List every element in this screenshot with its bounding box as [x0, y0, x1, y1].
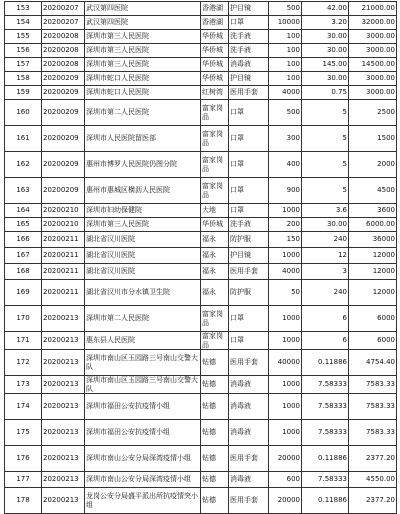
row-unit-price: 30.00 — [302, 30, 349, 44]
row-supplier: 香港湖 — [201, 16, 229, 30]
row-date: 20200213 — [42, 350, 85, 376]
table-row — [5, 30, 397, 44]
row-organization: 惠东县人民医院 — [85, 332, 201, 350]
table-row — [5, 178, 397, 204]
row-organization: 深圳市南山区玉园路三号南山交警大队 — [85, 350, 201, 376]
row-date: 20200207 — [42, 16, 85, 30]
row-date: 20200211 — [42, 232, 85, 248]
row-unit-price: 5 — [302, 100, 349, 126]
row-date: 20200211 — [42, 264, 85, 280]
row-organization: 深圳市蛇口人民医院 — [85, 72, 201, 86]
row-date: 20200209 — [42, 178, 85, 204]
row-amount: 2377.20 — [349, 446, 397, 472]
row-date: 20200213 — [42, 376, 85, 394]
row-supplier: 富家岗品 — [201, 152, 229, 178]
row-quantity: 200 — [269, 218, 302, 232]
row-organization: 深圳市南山公安分局深湾疫情小组 — [85, 472, 201, 488]
table-row — [5, 280, 397, 306]
row-supplier: 华侨城 — [201, 30, 229, 44]
row-item: 消毒液 — [229, 472, 269, 488]
table-row — [5, 446, 397, 472]
row-supplier: 钻德 — [201, 446, 229, 472]
table-row — [5, 472, 397, 488]
row-item: 洗手液 — [229, 30, 269, 44]
row-amount: 7583.33 — [349, 394, 397, 420]
row-number: 170 — [5, 306, 42, 332]
row-unit-price: 12 — [302, 248, 349, 264]
row-amount: 36000 — [349, 232, 397, 248]
row-organization: 湖北省汉川医院 — [85, 264, 201, 280]
row-supplier: 钻德 — [201, 420, 229, 446]
row-organization: 惠州市博罗人民医院仍图分院 — [85, 152, 201, 178]
row-item: 防护服 — [229, 232, 269, 248]
row-number: 155 — [5, 30, 42, 44]
row-quantity: 40000 — [269, 350, 302, 376]
table-body — [5, 2, 397, 514]
row-item: 护目镜 — [229, 72, 269, 86]
row-date: 20200213 — [42, 306, 85, 332]
donation-table — [4, 1, 397, 514]
row-unit-price: 3.6 — [302, 204, 349, 218]
row-supplier: 钻德 — [201, 488, 229, 514]
row-quantity: 1000 — [269, 306, 302, 332]
row-quantity: 400 — [269, 152, 302, 178]
row-unit-price: 30.00 — [302, 72, 349, 86]
row-organization: 武汉第四医院 — [85, 2, 201, 16]
row-item: 医用手套 — [229, 488, 269, 514]
row-date: 20200211 — [42, 248, 85, 264]
table-row — [5, 204, 397, 218]
row-number: 177 — [5, 472, 42, 488]
table-row — [5, 16, 397, 30]
row-unit-price: 5 — [302, 126, 349, 152]
row-amount: 12000 — [349, 280, 397, 306]
row-number: 160 — [5, 100, 42, 126]
row-unit-price: 0.11886 — [302, 488, 349, 514]
row-organization: 深圳市南山公安分局深湾疫情小组 — [85, 446, 201, 472]
row-amount: 14500.00 — [349, 58, 397, 72]
row-date: 20200209 — [42, 152, 85, 178]
row-item: 消毒液 — [229, 376, 269, 394]
row-number: 166 — [5, 232, 42, 248]
row-unit-price: 6 — [302, 306, 349, 332]
table-row — [5, 126, 397, 152]
row-quantity: 20000 — [269, 488, 302, 514]
row-quantity: 100 — [269, 30, 302, 44]
row-item: 洗手液 — [229, 218, 269, 232]
row-supplier: 福永 — [201, 264, 229, 280]
table-row — [5, 394, 397, 420]
row-date: 20200210 — [42, 204, 85, 218]
row-organization: 龙岗公安分局盛平派出所抗疫情突小组 — [85, 488, 201, 514]
row-number: 173 — [5, 376, 42, 394]
row-item: 口罩 — [229, 306, 269, 332]
row-item: 洗手液 — [229, 44, 269, 58]
row-amount: 4500 — [349, 178, 397, 204]
row-number: 174 — [5, 394, 42, 420]
row-item: 口罩 — [229, 178, 269, 204]
row-quantity: 1000 — [269, 204, 302, 218]
table-row — [5, 72, 397, 86]
row-quantity: 1000 — [269, 248, 302, 264]
table-row — [5, 376, 397, 394]
row-date: 20200213 — [42, 332, 85, 350]
row-quantity: 100 — [269, 44, 302, 58]
row-supplier: 富家岗品 — [201, 306, 229, 332]
row-quantity: 1000 — [269, 376, 302, 394]
row-unit-price: 3 — [302, 264, 349, 280]
row-amount: 6000.00 — [349, 218, 397, 232]
row-number: 176 — [5, 446, 42, 472]
row-amount: 4550.00 — [349, 472, 397, 488]
row-quantity: 1000 — [269, 420, 302, 446]
row-supplier: 钻德 — [201, 394, 229, 420]
row-date: 20200213 — [42, 488, 85, 514]
row-organization: 湖北省汉川市分水镇卫生院 — [85, 280, 201, 306]
row-quantity: 50 — [269, 280, 302, 306]
row-amount: 12000 — [349, 264, 397, 280]
row-quantity: 4000 — [269, 264, 302, 280]
row-item: 医用手套 — [229, 350, 269, 376]
row-organization: 深圳市第三人民医院 — [85, 44, 201, 58]
row-quantity: 1000 — [269, 332, 302, 350]
row-supplier: 福永 — [201, 248, 229, 264]
row-unit-price: 0.11886 — [302, 446, 349, 472]
row-supplier: 钻德 — [201, 376, 229, 394]
table-row — [5, 100, 397, 126]
row-item: 口罩 — [229, 100, 269, 126]
row-amount: 21000.00 — [349, 2, 397, 16]
row-item: 口罩 — [229, 152, 269, 178]
row-amount: 3000.00 — [349, 72, 397, 86]
row-unit-price: 240 — [302, 280, 349, 306]
row-amount: 7583.33 — [349, 420, 397, 446]
row-organization: 深圳市福田公安抗疫情小组 — [85, 420, 201, 446]
table-row — [5, 248, 397, 264]
row-number: 162 — [5, 152, 42, 178]
row-unit-price: 5 — [302, 178, 349, 204]
row-quantity: 100 — [269, 58, 302, 72]
row-organization: 深圳市第二人民医院 — [85, 306, 201, 332]
table-row — [5, 218, 397, 232]
table-row — [5, 350, 397, 376]
row-supplier: 富家岗品 — [201, 100, 229, 126]
row-organization: 深圳市第三人民医院 — [85, 218, 201, 232]
row-amount: 3000.00 — [349, 30, 397, 44]
row-amount: 7583.33 — [349, 376, 397, 394]
row-unit-price: 0.75 — [302, 86, 349, 100]
row-unit-price: 7.58333 — [302, 394, 349, 420]
row-number: 171 — [5, 332, 42, 350]
row-date: 20200213 — [42, 394, 85, 420]
row-date: 20200208 — [42, 58, 85, 72]
row-amount: 32000.00 — [349, 16, 397, 30]
table-row — [5, 44, 397, 58]
table-row — [5, 152, 397, 178]
row-number: 175 — [5, 420, 42, 446]
row-supplier: 华侨城 — [201, 58, 229, 72]
row-date: 20200209 — [42, 100, 85, 126]
row-amount: 6000 — [349, 306, 397, 332]
row-number: 157 — [5, 58, 42, 72]
row-organization: 深圳市第三人民医院 — [85, 30, 201, 44]
row-organization: 深圳市蛇口人民医院 — [85, 86, 201, 100]
table-row — [5, 264, 397, 280]
row-unit-price: 0.11886 — [302, 350, 349, 376]
row-amount: 3600 — [349, 204, 397, 218]
row-organization: 湖北省汉川医院 — [85, 248, 201, 264]
row-date: 20200210 — [42, 218, 85, 232]
table-row — [5, 420, 397, 446]
row-quantity: 4000 — [269, 86, 302, 100]
row-number: 163 — [5, 178, 42, 204]
row-item: 护目镜 — [229, 2, 269, 16]
row-quantity: 600 — [269, 472, 302, 488]
row-quantity: 100 — [269, 72, 302, 86]
row-quantity: 150 — [269, 232, 302, 248]
row-number: 159 — [5, 86, 42, 100]
row-date: 20200207 — [42, 2, 85, 16]
row-amount: 3000.00 — [349, 44, 397, 58]
table-row — [5, 86, 397, 100]
row-supplier: 钻德 — [201, 350, 229, 376]
row-supplier: 华侨城 — [201, 44, 229, 58]
row-item: 医用手套 — [229, 264, 269, 280]
row-item: 医用手套 — [229, 446, 269, 472]
row-supplier: 钻德 — [201, 472, 229, 488]
row-unit-price: 42.00 — [302, 2, 349, 16]
row-number: 178 — [5, 488, 42, 514]
row-quantity: 20000 — [269, 446, 302, 472]
row-unit-price: 145.00 — [302, 58, 349, 72]
row-date: 20200213 — [42, 472, 85, 488]
row-date: 20200213 — [42, 446, 85, 472]
row-unit-price: 6 — [302, 332, 349, 350]
row-amount: 3000.00 — [349, 86, 397, 100]
row-amount: 1500 — [349, 126, 397, 152]
row-item: 口罩 — [229, 204, 269, 218]
table-row — [5, 232, 397, 248]
row-number: 169 — [5, 280, 42, 306]
row-organization: 深圳市南山区玉园路三号南山交警大队 — [85, 376, 201, 394]
row-organization: 深圳市人民医院留医部 — [85, 126, 201, 152]
row-organization: 湖北省汉川医院 — [85, 232, 201, 248]
row-organization: 深圳市第二人民医院 — [85, 100, 201, 126]
row-number: 158 — [5, 72, 42, 86]
table-row — [5, 58, 397, 72]
row-unit-price: 30.00 — [302, 218, 349, 232]
row-number: 164 — [5, 204, 42, 218]
row-number: 153 — [5, 2, 42, 16]
row-number: 167 — [5, 248, 42, 264]
row-item: 医用手套 — [229, 86, 269, 100]
row-item: 消毒液 — [229, 58, 269, 72]
row-organization: 武汉第四医院 — [85, 16, 201, 30]
row-supplier: 福永 — [201, 232, 229, 248]
row-supplier: 富家岗品 — [201, 178, 229, 204]
row-amount: 4754.40 — [349, 350, 397, 376]
table-row — [5, 488, 397, 514]
row-quantity: 900 — [269, 178, 302, 204]
table-row — [5, 306, 397, 332]
row-supplier: 福永 — [201, 280, 229, 306]
row-quantity: 500 — [269, 2, 302, 16]
row-supplier: 红树湾 — [201, 86, 229, 100]
row-organization: 深圳市妇幼保健院 — [85, 204, 201, 218]
row-amount: 2000 — [349, 152, 397, 178]
row-amount: 2500 — [349, 100, 397, 126]
row-date: 20200209 — [42, 126, 85, 152]
row-organization: 深圳市第三人民医院 — [85, 58, 201, 72]
row-unit-price: 7.58333 — [302, 420, 349, 446]
table-row — [5, 332, 397, 350]
row-amount: 2377.20 — [349, 488, 397, 514]
row-supplier: 富家岗品 — [201, 332, 229, 350]
row-quantity: 300 — [269, 126, 302, 152]
row-unit-price: 7.58333 — [302, 376, 349, 394]
row-date: 20200209 — [42, 86, 85, 100]
row-quantity: 1000 — [269, 394, 302, 420]
row-date: 20200213 — [42, 420, 85, 446]
row-unit-price: 7.58333 — [302, 472, 349, 488]
row-unit-price: 3.20 — [302, 16, 349, 30]
row-item: 消毒液 — [229, 420, 269, 446]
row-item: 护目镜 — [229, 248, 269, 264]
row-item: 口罩 — [229, 16, 269, 30]
row-number: 161 — [5, 126, 42, 152]
row-date: 20200208 — [42, 30, 85, 44]
row-quantity: 500 — [269, 100, 302, 126]
row-number: 154 — [5, 16, 42, 30]
row-organization: 深圳市福田公安抗疫情小组 — [85, 394, 201, 420]
row-amount: 6000 — [349, 332, 397, 350]
row-date: 20200211 — [42, 280, 85, 306]
row-organization: 惠州市惠城区横沥人民医院 — [85, 178, 201, 204]
row-quantity: 10000 — [269, 16, 302, 30]
row-number: 172 — [5, 350, 42, 376]
row-unit-price: 30.00 — [302, 44, 349, 58]
row-supplier: 华侨城 — [201, 218, 229, 232]
row-unit-price: 240 — [302, 232, 349, 248]
row-item: 防护服 — [229, 280, 269, 306]
row-supplier: 大地 — [201, 204, 229, 218]
row-supplier: 香港湖 — [201, 2, 229, 16]
table-row — [5, 2, 397, 16]
row-date: 20200209 — [42, 72, 85, 86]
row-date: 20200208 — [42, 44, 85, 58]
row-amount: 12000 — [349, 248, 397, 264]
row-supplier: 富家岗品 — [201, 126, 229, 152]
row-number: 165 — [5, 218, 42, 232]
row-number: 156 — [5, 44, 42, 58]
row-unit-price: 5 — [302, 152, 349, 178]
row-item: 口罩 — [229, 126, 269, 152]
row-number: 168 — [5, 264, 42, 280]
row-item: 消毒液 — [229, 394, 269, 420]
row-supplier: 华侨城 — [201, 72, 229, 86]
row-item: 口罩 — [229, 332, 269, 350]
